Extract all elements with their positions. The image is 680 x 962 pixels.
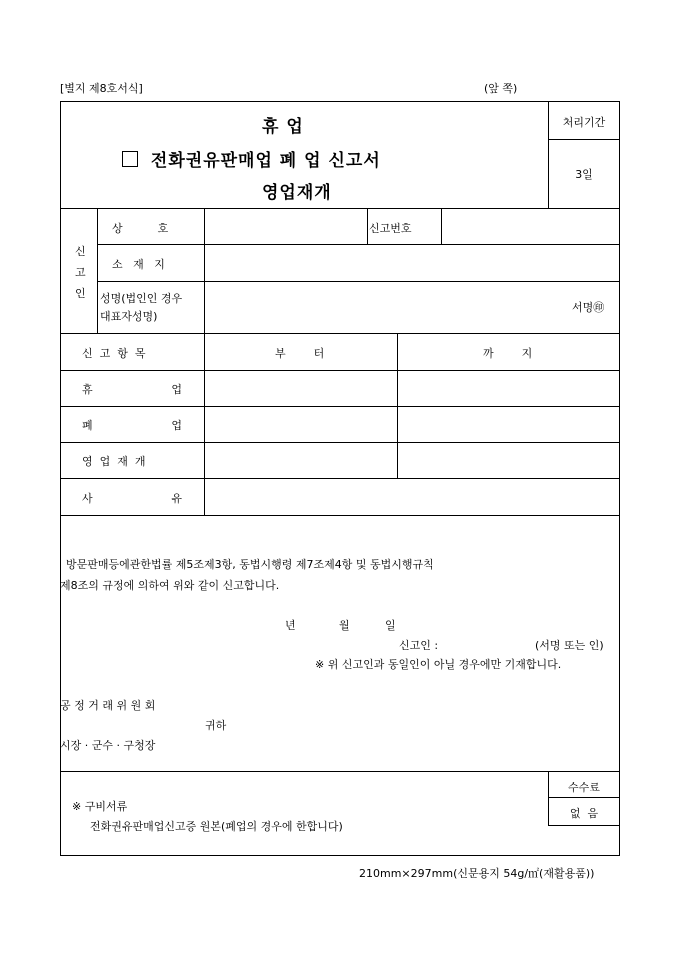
attachments-label: ※ 구비서류 xyxy=(72,800,128,813)
title-line1: 휴 업 xyxy=(262,117,304,137)
date-month: 월 xyxy=(339,619,350,632)
reg-no-input[interactable] xyxy=(443,210,618,242)
suspend-to-input[interactable] xyxy=(399,372,618,404)
side-label: (앞 쪽) xyxy=(484,82,518,95)
suspend-from-input[interactable] xyxy=(206,372,395,404)
title-line3: 영업재개 xyxy=(262,183,332,203)
row-resume-label: 영 업 재 개 xyxy=(82,455,146,468)
processing-label: 처리기간 xyxy=(562,116,606,129)
processing-value: 3일 xyxy=(575,168,593,181)
resume-from-input[interactable] xyxy=(206,444,395,476)
close-from-input[interactable] xyxy=(206,408,395,440)
title-main-text: 전화권유판매업 폐 업 신고서 xyxy=(150,151,381,171)
reason-label: 사 유 xyxy=(82,492,182,505)
row-close-label: 폐 업 xyxy=(82,419,182,432)
name-label-line1: 성명(법인인 경우 xyxy=(100,292,183,305)
recipient-honorific: 귀하 xyxy=(205,719,227,732)
recipient-local: 시장 · 군수 · 구청장 xyxy=(60,739,156,752)
address-input[interactable] xyxy=(206,246,618,279)
reason-input[interactable] xyxy=(206,480,618,513)
signer-label: 신고인 : xyxy=(399,639,439,652)
paper-note: 210mm×297mm(신문용지 54g/㎡(재활용품)) xyxy=(359,867,595,880)
row-suspend-label: 휴 업 xyxy=(82,383,182,396)
form-id: [별지 제8호서식] xyxy=(60,82,143,95)
fee-value: 없 음 xyxy=(569,807,599,820)
date-day: 일 xyxy=(385,619,396,632)
header-to: 까 지 xyxy=(483,347,533,360)
header-item: 신 고 항 목 xyxy=(82,347,146,360)
date-year: 년 xyxy=(285,619,296,632)
signer-sign: (서명 또는 인) xyxy=(535,639,604,652)
applicant-label-1: 신 xyxy=(75,245,86,258)
close-to-input[interactable] xyxy=(399,408,618,440)
title-checkbox[interactable] xyxy=(122,151,138,167)
company-label: 상 호 xyxy=(112,222,169,235)
name-label-line2: 대표자성명) xyxy=(100,310,158,323)
header-from: 부 터 xyxy=(275,347,325,360)
declaration-line2: 제8조의 규정에 의하여 위와 같이 신고합니다. xyxy=(60,579,280,592)
company-input[interactable] xyxy=(206,210,365,242)
address-label: 소 재 지 xyxy=(112,258,165,271)
attachments-item: 전화권유판매업신고증 원본(폐업의 경우에 한합니다) xyxy=(90,820,343,833)
resume-to-input[interactable] xyxy=(399,444,618,476)
reg-no-label: 신고번호 xyxy=(369,222,412,235)
applicant-label-3: 인 xyxy=(75,287,86,300)
applicant-label-2: 고 xyxy=(75,266,86,279)
title-main xyxy=(122,146,381,171)
declaration-note: ※ 위 신고인과 동일인이 아닐 경우에만 기재합니다. xyxy=(315,658,562,671)
fee-label: 수수료 xyxy=(568,781,600,794)
recipient-commission: 공 정 거 래 위 원 회 xyxy=(60,699,156,712)
declaration-line1: 방문판매등에관한법률 제5조제3항, 동법시행령 제7조제4항 및 동법시행규칙 xyxy=(66,558,434,571)
name-input[interactable] xyxy=(206,283,546,331)
signature-mark: 서명㊞ xyxy=(572,301,605,314)
